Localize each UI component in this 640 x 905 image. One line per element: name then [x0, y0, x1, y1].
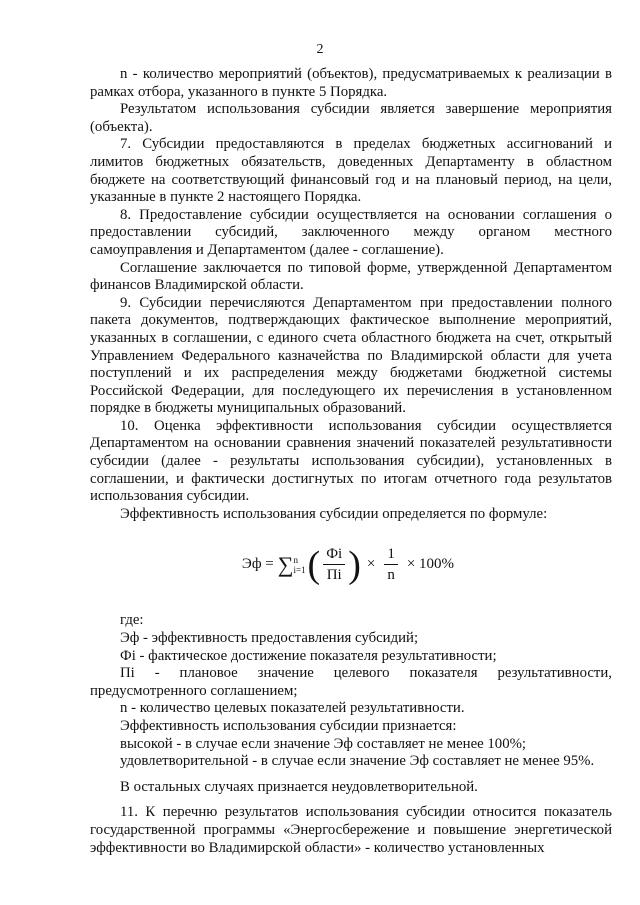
definitions-block — [90, 612, 612, 665]
left-paren: ( — [307, 543, 321, 586]
definition-n: n - количество целевых показателей результативности. — [120, 700, 465, 717]
paragraph-10: 10. Оценка эффективности использования субсидии осуществляется Департаментом на основании сравнения значений показателей результативности субсидии (далее - результаты использования субсидии), установленных в соглашении, и фактически достигнутых по итогам отчетного года результатов использования субсидии. — [90, 417, 612, 505]
fraction-numerator: Фi — [323, 545, 345, 565]
definition-ef: Эф - эффективность предоставления субсидий; — [120, 630, 419, 647]
where-label: где: — [120, 612, 144, 629]
paragraph-8: 8. Предоставление субсидии осуществляется на основании соглашения о предоставлении субсидий, заключенного между органом местного самоуправления и Департаментом (далее - соглашение). — [90, 206, 612, 258]
paragraph-result: Результатом использования субсидии является завершение мероприятия (объекта). — [90, 101, 612, 135]
right-paren: ) — [348, 543, 361, 586]
sum-lower: i=1 — [293, 564, 306, 575]
definitions-block-2 — [90, 700, 612, 796]
fraction-denominator: Пi — [326, 567, 342, 584]
fraction-fact-plan — [323, 545, 345, 584]
definition-pi: Пi - плановое значение целевого показателя результативности, предусмотренного соглашением; — [90, 665, 612, 699]
sum-limits — [293, 555, 305, 575]
paragraph-7: 7. Субсидии предоставляются в пределах бюджетных ассигнований и лимитов бюджетных обязательств, доведенных Департаменту в областном бюджете на соответствующий финансовый год и на плановый период, на цели, указанные в пункте 2 настоящего Порядка. — [90, 136, 612, 206]
efficiency-recognized: Эффективность использования субсидии признается: — [120, 718, 457, 734]
definition-fi: Фi - фактическое достижение показателя результативности; — [120, 647, 497, 664]
paragraph-formula-intro: Эффективность использования субсидии определяется по формуле: — [120, 505, 548, 522]
sum-symbol: ∑ — [277, 551, 294, 577]
efficiency-formula — [90, 545, 612, 584]
paragraph-n-definition: n - количество мероприятий (объектов), предусматриваемых к реализации в рамках отбора, указанного в пункте 5 Порядка. — [90, 66, 612, 100]
page-number: 2 — [316, 42, 324, 57]
paragraph-11: 11. К перечню результатов использования субсидии относится показатель государственной программы «Энергосбережение и повышение энергетической эффективности во Владимирской области» - количество установленных — [90, 804, 612, 856]
formula-lhs: Эф = — [241, 556, 274, 573]
fraction-numerator-one: 1 — [384, 545, 398, 565]
document-body — [90, 66, 612, 857]
paragraph-9: 9. Субсидии перечисляются Департаментом при предоставлении полного пакета документов, подтверждающих фактическое выполнение мероприятий, указанных в соглашении, с единого счета областного бюджета на счет, открытый Управлением Федерального казначейства по Владимирской области для учета поступлений и их распределения между бюджетами бюджетной системы Российской Федерации, для последующего их перечисления в установленном порядке в бюджеты муниципальных образований. — [90, 294, 612, 417]
efficiency-high: высокой - в случае если значение Эф составляет не менее 100%; — [120, 735, 527, 752]
sum-upper: n — [293, 554, 298, 565]
paragraph-agreement-form: Соглашение заключается по типовой форме, утвержденной Департаментом финансов Владимирской области. — [90, 259, 612, 294]
fraction-denominator-n: n — [387, 567, 395, 584]
times-sign: × — [366, 556, 376, 573]
efficiency-unsatisfactory: В остальных случаях признается неудовлетворительной. — [120, 778, 478, 795]
fraction-one-over-n — [384, 545, 398, 584]
efficiency-satisfactory: удовлетворительной - в случае если значение Эф составляет не менее 95%. — [120, 753, 595, 770]
formula-tail: × 100% — [406, 556, 455, 573]
